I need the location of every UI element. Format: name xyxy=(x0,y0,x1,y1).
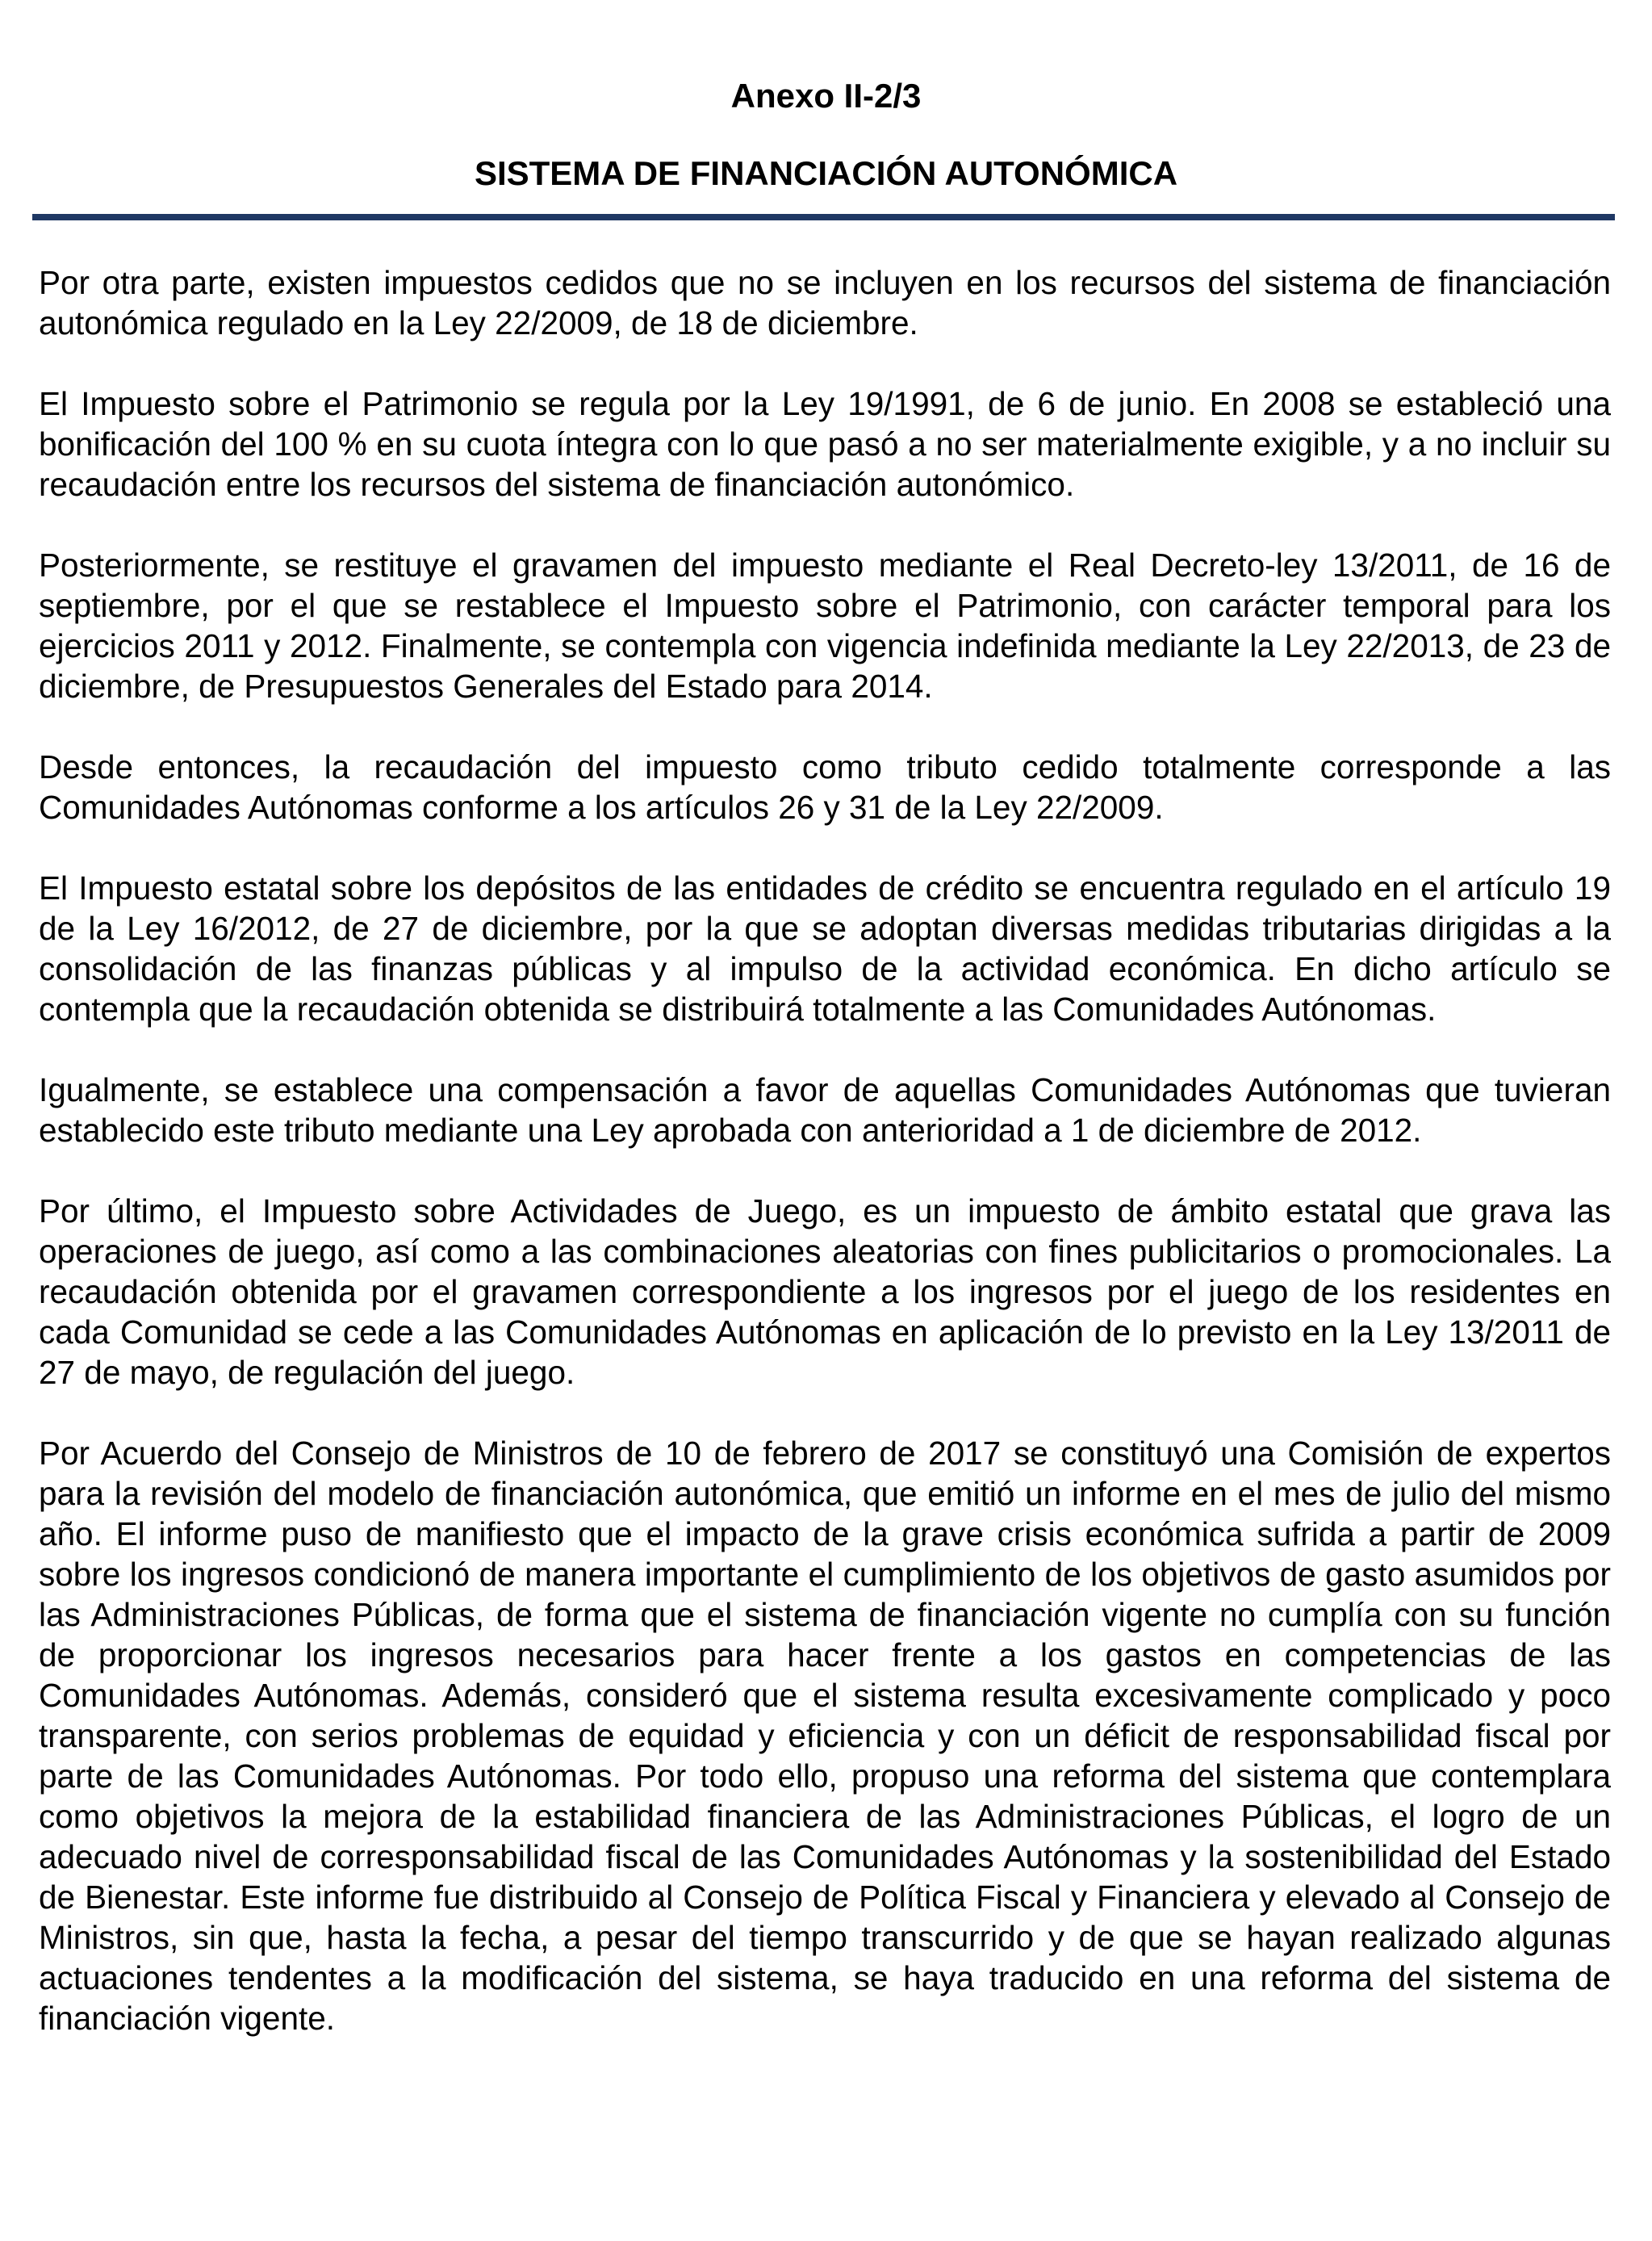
paragraph: Por Acuerdo del Consejo de Ministros de 10 de febrero de 2017 se constituyó una Comisión de expertos para la revisión del modelo de financiación autonómica, que emitió un informe en el mes de julio del mismo año. El informe puso de manifiesto que el impacto de la grave crisis económica sufrida a partir de 2009 sobre los ingresos condicionó de manera importante el cumplimiento de los objetivos de gasto asumidos por las Administraciones Públicas, de forma que el sistema de financiación vigente no cumplía con su función de proporcionar los ingresos necesarios para hacer frente a los gastos en competencias de las Comunidades Autónomas. Además, consideró que el sistema resulta excesivamente complicado y poco transparente, con serios problemas de equidad y eficiencia y con un déficit de responsabilidad fiscal por parte de las Comunidades Autónomas. Por todo ello, propuso una reforma del sistema que contemplara como objetivos la mejora de la estabilidad financiera de las Administraciones Públicas, el logro de un adecuado nivel de corresponsabilidad fiscal de las Comunidades Autónomas y la sostenibilidad del Estado de Bienestar. Este informe fue distribuido al Consejo de Política Fiscal y Financiera y elevado al Consejo de Ministros, sin que, hasta la fecha, a pesar del tiempo transcurrido y de que se hayan realizado algunas actuaciones tendentes a la modificación del sistema, se haya traducido en una reforma del sistema de financiación vigente. xyxy=(39,1435,1611,2037)
paragraph: El Impuesto estatal sobre los depósitos de las entidades de crédito se encuentra regulado en el artículo 19 de la Ley 16/2012, de 27 de diciembre, por la que se adoptan diversas medidas tributarias dirigidas a la consolidación de las finanzas públicas y al impulso de la actividad económica. En dicho artículo se contempla que la recaudación obtenida se distribuirá totalmente a las Comunidades Autónomas. xyxy=(39,869,1611,1028)
paragraph: Desde entonces, la recaudación del impuesto como tributo cedido totalmente corresponde a las Comunidades Autónomas conforme a los artículos 26 y 31 de la Ley 22/2009. xyxy=(39,748,1611,826)
paragraph: El Impuesto sobre el Patrimonio se regula por la Ley 19/1991, de 6 de junio. En 2008 se estableció una bonificación del 100 % en su cuota íntegra con lo que pasó a no ser materialmente exigible, y a no incluir su recaudación entre los recursos del sistema de financiación autonómico. xyxy=(39,385,1611,503)
paragraph: Por último, el Impuesto sobre Actividades de Juego, es un impuesto de ámbito estatal que grava las operaciones de juego, así como a las combinaciones aleatorias con fines publicitarios o promocionales. La recaudación obtenida por el gravamen correspondiente a los ingresos por el juego de los residentes en cada Comunidad se cede a las Comunidades Autónomas en aplicación de lo previsto en la Ley 13/2011 de 27 de mayo, de regulación del juego. xyxy=(39,1192,1611,1391)
paragraph: Posteriormente, se restituye el gravamen del impuesto mediante el Real Decreto-ley 13/2011, de 16 de septiembre, por el que se restablece el Impuesto sobre el Patrimonio, con carácter temporal para los ejercicios 2011 y 2012. Finalmente, se contempla con vigencia indefinida mediante la Ley 22/2013, de 23 de diciembre, de Presupuestos Generales del Estado para 2014. xyxy=(39,547,1611,705)
paragraph: Por otra parte, existen impuestos cedidos que no se incluyen en los recursos del sistema de financiación autonómica regulado en la Ley 22/2009, de 18 de diciembre. xyxy=(39,264,1611,341)
document-body xyxy=(39,262,1611,2079)
section-title: SISTEMA DE FINANCIACIÓN AUTONÓMICA xyxy=(474,154,1178,192)
header-divider xyxy=(32,214,1615,220)
paragraph: Igualmente, se establece una compensación a favor de aquellas Comunidades Autónomas que tuvieran establecido este tributo mediante una Ley aprobada con anterioridad a 1 de diciembre de 2012. xyxy=(39,1071,1611,1149)
annex-label: Anexo II-2/3 xyxy=(730,77,922,115)
